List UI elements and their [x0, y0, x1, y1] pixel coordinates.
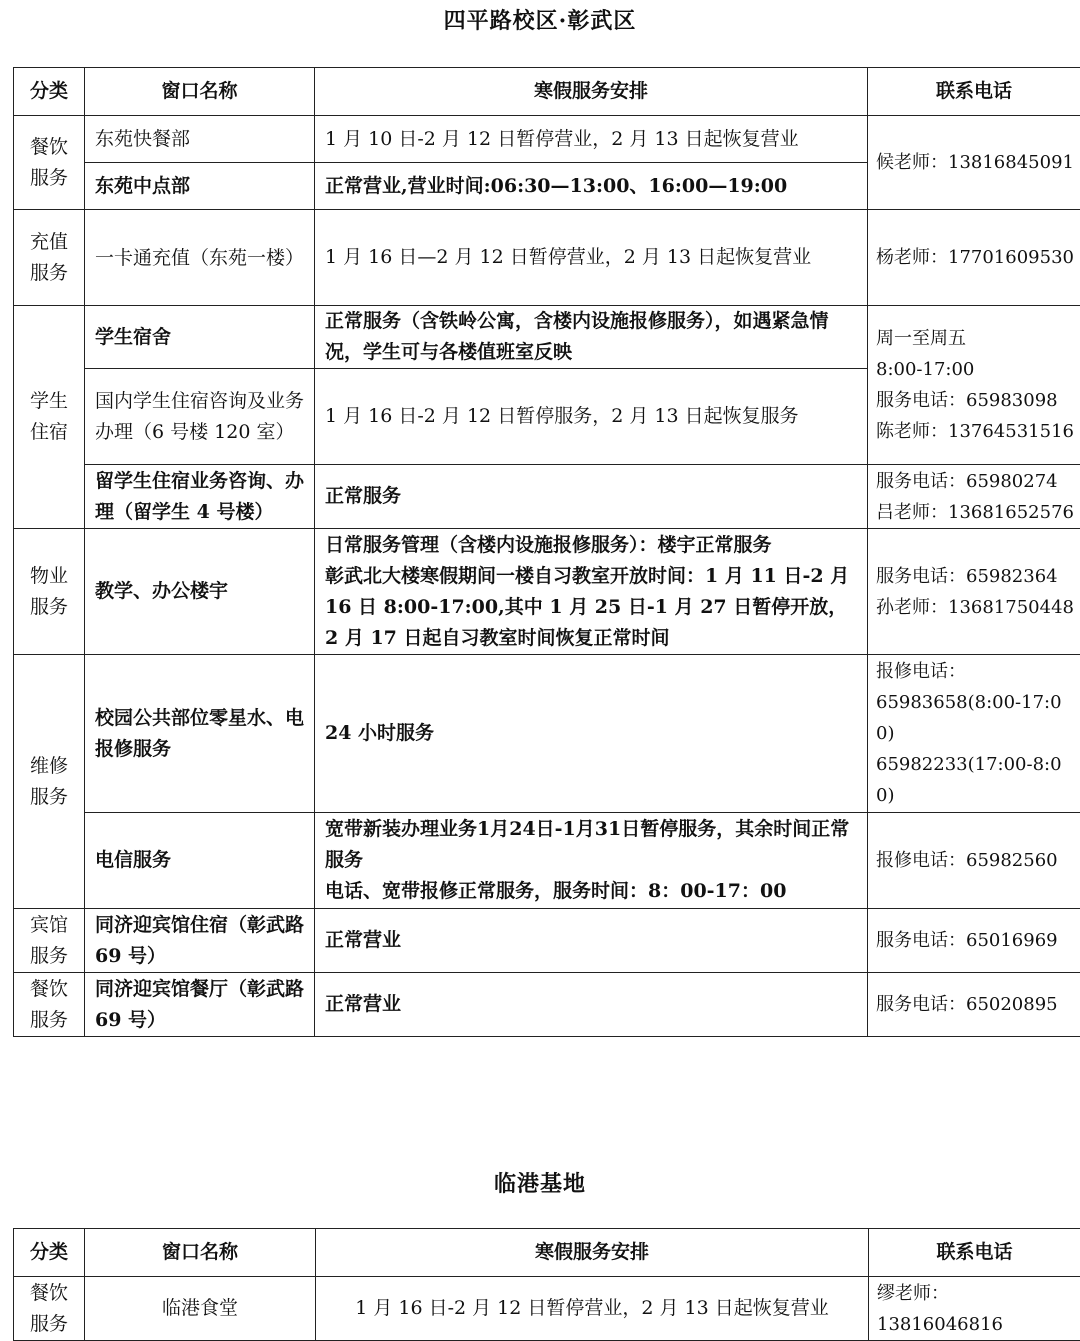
arrangement-cell: 正常营业: [315, 909, 868, 973]
window-name-cell: 国内学生住宿咨询及业务办理（6 号楼 120 室）: [85, 369, 315, 465]
arrangement-cell: 正常营业,营业时间:06:30—13:00、16:00—19:00: [315, 163, 868, 210]
window-name-cell: 教学、办公楼宇: [85, 529, 315, 655]
window-name-cell: 临港食堂: [85, 1277, 316, 1341]
window-name-cell: 学生宿舍: [85, 306, 315, 369]
category-cell: 维修 服务: [14, 655, 85, 909]
table-header-row: [14, 1229, 1080, 1277]
window-name-cell: 同济迎宾馆餐厅（彰武路 69 号）: [85, 973, 315, 1037]
table-row: [14, 529, 1080, 655]
category-cell: 餐饮 服务: [14, 1277, 85, 1341]
table-row: [14, 973, 1080, 1037]
contact-cell: 报修电话：65982560: [868, 813, 1080, 909]
service-table: [13, 1228, 1080, 1341]
table-row: [14, 655, 1080, 813]
window-name-cell: 留学生住宿业务咨询、办理（留学生 4 号楼）: [85, 465, 315, 529]
arrangement-cell: 1 月 10 日-2 月 12 日暂停营业，2 月 13 日起恢复营业: [315, 116, 868, 163]
contact-cell: 候老师：13816845091: [868, 116, 1080, 210]
table-row: [14, 210, 1080, 306]
table-row: [14, 465, 1080, 529]
window-name-cell: 同济迎宾馆住宿（彰武路 69 号）: [85, 909, 315, 973]
arrangement-cell: 1 月 16 日—2 月 12 日暂停营业，2 月 13 日起恢复营业: [315, 210, 868, 306]
section-title: 四平路校区·彰武区: [443, 8, 637, 34]
service-table: [13, 67, 1080, 1037]
header-category: 分类: [14, 1229, 85, 1277]
header-contact: 联系电话: [868, 68, 1080, 116]
table-header-row: [14, 68, 1080, 116]
category-cell: 物业 服务: [14, 529, 85, 655]
window-name-cell: 东苑快餐部: [85, 116, 315, 163]
contact-cell: 周一至周五 8:00-17:00 服务电话：65983098 陈老师：13764531516: [868, 306, 1080, 465]
arrangement-cell: 日常服务管理（含楼内设施报修服务）：楼宇正常服务 彰武北大楼寒假期间一楼自习教室开放时间：1 月 11 日-2 月 16 日 8:00-17:00,其中 1 月 25 日-1 月 27 日暂停开放，2 月 17 日起自习教室时间恢复正常时间: [315, 529, 868, 655]
table-row: [14, 306, 1080, 369]
window-name-cell: 电信服务: [85, 813, 315, 909]
contact-cell: 杨老师：17701609530: [868, 210, 1080, 306]
category-cell: 充值 服务: [14, 210, 85, 306]
section-title: 临港基地: [493, 1171, 586, 1197]
category-cell: 学生 住宿: [14, 306, 85, 529]
arrangement-cell: 正常服务: [315, 465, 868, 529]
category-cell: 餐饮 服务: [14, 116, 85, 210]
contact-cell: 服务电话：65016969: [868, 909, 1080, 973]
arrangement-cell: 1 月 16 日-2 月 12 日暂停服务，2 月 13 日起恢复服务: [315, 369, 868, 465]
header-category: 分类: [14, 68, 85, 116]
contact-cell: 报修电话： 65983658(8:00-17:0 0) 65982233(17:00-8:0 0): [868, 655, 1080, 813]
category-cell: 宾馆 服务: [14, 909, 85, 973]
header-window-name: 窗口名称: [85, 1229, 316, 1277]
contact-cell: 服务电话：65982364 孙老师：13681750448: [868, 529, 1080, 655]
arrangement-cell: 正常服务（含铁岭公寓，含楼内设施报修服务），如遇紧急情况，学生可与各楼值班室反映: [315, 306, 868, 369]
table-row: [14, 116, 1080, 163]
window-name-cell: 东苑中点部: [85, 163, 315, 210]
table-row: [14, 909, 1080, 973]
contact-cell: 服务电话：65980274 吕老师：13681652576: [868, 465, 1080, 529]
arrangement-cell: 正常营业: [315, 973, 868, 1037]
header-arrangement: 寒假服务安排: [316, 1229, 869, 1277]
arrangement-cell: 宽带新装办理业务1月24日-1月31日暂停服务，其余时间正常服务 电话、宽带报修正常服务，服务时间：8：00-17：00: [315, 813, 868, 909]
table-row: [14, 1277, 1080, 1341]
contact-cell: 缪老师： 13816046816: [869, 1277, 1080, 1341]
contact-cell: 服务电话：65020895: [868, 973, 1080, 1037]
table-row: [14, 813, 1080, 909]
header-contact: 联系电话: [869, 1229, 1080, 1277]
header-window-name: 窗口名称: [85, 68, 315, 116]
header-arrangement: 寒假服务安排: [315, 68, 868, 116]
arrangement-cell: 24 小时服务: [315, 655, 868, 813]
arrangement-cell: 1 月 16 日-2 月 12 日暂停营业，2 月 13 日起恢复营业: [316, 1277, 869, 1341]
window-name-cell: 一卡通充值（东苑一楼）: [85, 210, 315, 306]
category-cell: 餐饮 服务: [14, 973, 85, 1037]
window-name-cell: 校园公共部位零星水、电报修服务: [85, 655, 315, 813]
